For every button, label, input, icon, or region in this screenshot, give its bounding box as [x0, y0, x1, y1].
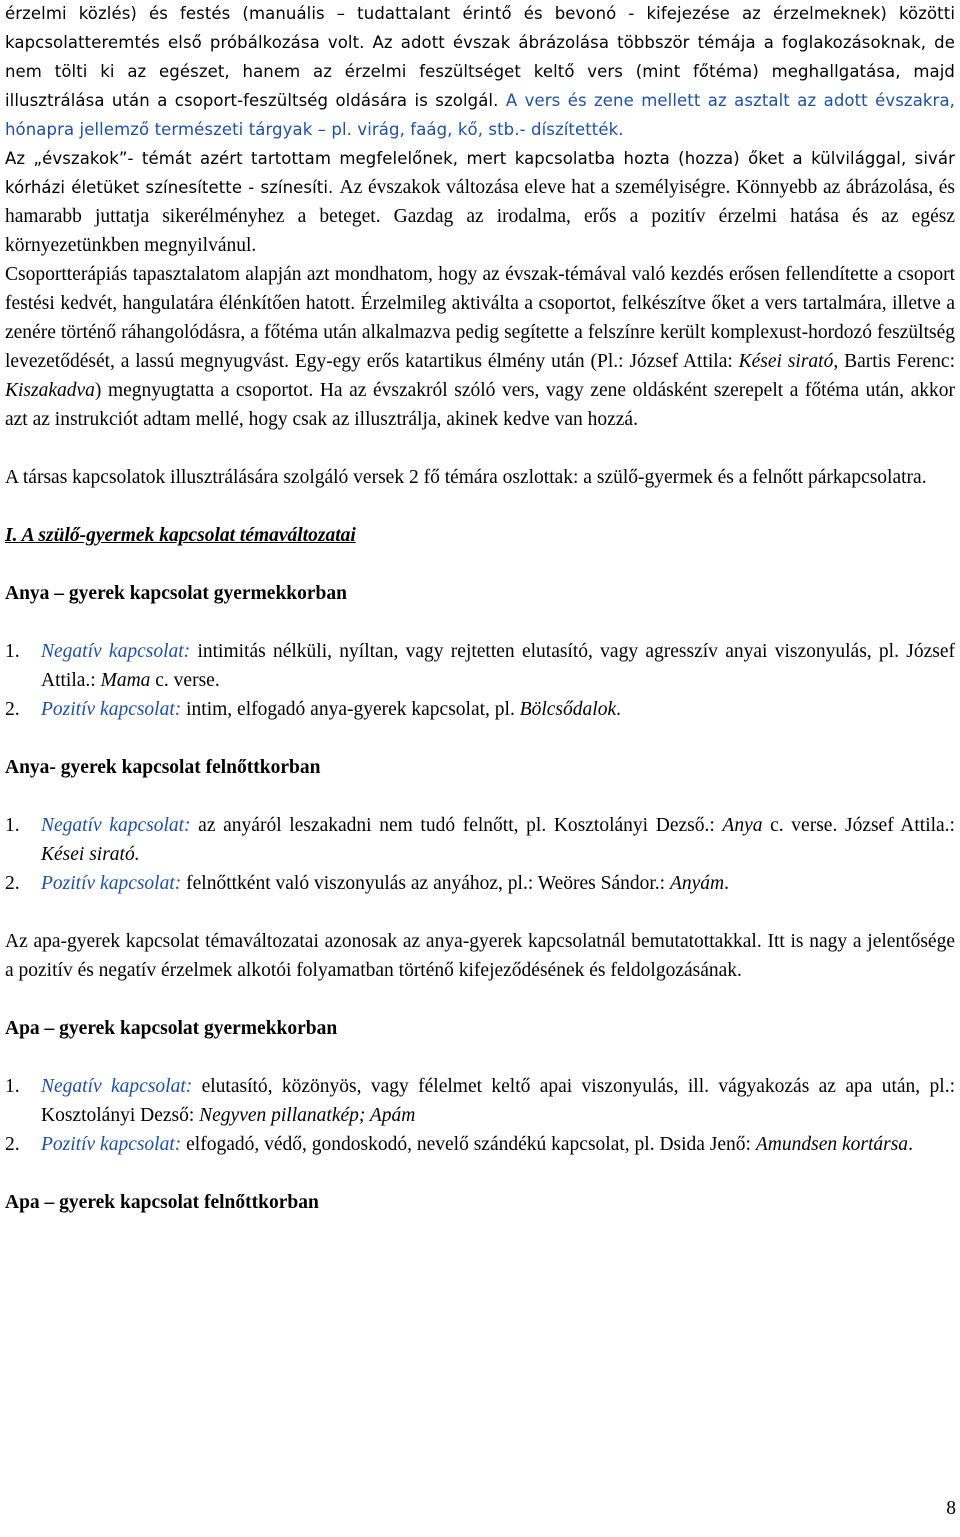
- text-run: Az évszakok változása eleve hat a személyiségre. Könnyebb az ábrázolása, és hamarabb juttatja sikerélményhez a beteget. Gazdag az irodalma, erős a pozitív érzelmi hatása és az egész környezetünkben megnyilvánul.: [5, 177, 955, 256]
- list-item-text: Pozitív kapcsolat:: [41, 873, 182, 894]
- list-item-number: 1.: [5, 641, 20, 662]
- list-item-text: Negatív kapcsolat:: [41, 815, 191, 836]
- father-intro-paragraph: Az apa-gyerek kapcsolat témaváltozatai azonosak az anya-gyerek kapcsolatnál bemutatottakkal. Itt is nagy a jelentősége a pozitív és negatív érzelmek alkotói folyamatban történő kifejeződésének és feldolgozásának.: [5, 931, 955, 981]
- text-run: érzelmi közlés) és festés (manuális – tudattalant érintő és bevonó - kifejezése az érzelmeknek) közötti kapcsolatteremtés első próbálkozása volt. Az adott évszak ábrázolása többször témája a foglakozásoknak, de nem tölti ki az egészet, hanem az érzelmi feszültséget keltő vers (mint főtéma) meghallgatása, majd illusztrálása után a csoport-feszültség oldására is szolgál.: [5, 4, 955, 110]
- intro-paragraph-1: [5, 0, 955, 144]
- list-item-number: 2.: [5, 699, 20, 720]
- list-item-number: 2.: [5, 873, 20, 894]
- list-item-text: Anya: [722, 815, 763, 836]
- intro-paragraph-4: A társas kapcsolatok illusztrálására szolgáló versek 2 fő témára oszlottak: a szülő-gyermek és a felnőtt párkapcsolatra.: [5, 467, 927, 488]
- section-title: I. A szülő-gyermek kapcsolat témaváltozatai: [5, 525, 356, 546]
- text-run: Kiszakadva: [5, 380, 95, 401]
- intro-paragraph-3: [5, 260, 955, 434]
- text-run: A vers és zene mellett az asztalt az adott évszakra, hónapra jellemző természeti tárgyak – pl. virág, faág, kő, stb.- díszítették.: [5, 91, 955, 139]
- list-item-text: Pozitív kapcsolat:: [41, 699, 182, 720]
- list-item-number: 1.: [5, 815, 20, 836]
- text-run: Az „évszakok”- témát azért tartottam megfelelőnek, mert kapcsolatba hozta (hozza) őket a külvilággal, sivár kórházi életüket színesítette - színesíti.: [5, 149, 955, 197]
- list-item-number: 2.: [5, 1134, 20, 1155]
- text-run: Kései sirató,: [738, 351, 839, 372]
- list-mother-child-adulthood: [5, 811, 955, 898]
- list-item-text: Anyám: [669, 873, 725, 894]
- list-item-text: Negatív kapcsolat:: [41, 641, 191, 662]
- heading-father-child-childhood: Apa – gyerek kapcsolat gyermekkorban: [5, 1018, 338, 1039]
- intro-paragraph-2: [5, 144, 955, 260]
- list-item-number: 1.: [5, 1076, 20, 1097]
- list-item: [5, 1072, 955, 1130]
- list-item-text: .: [616, 699, 621, 720]
- list-item-text: elutasító, közönyös, vagy félelmet keltő apai viszonyulás, ill. vágyakozás az apa után, pl.: Kosztolányi Dezső:: [41, 1076, 955, 1126]
- heading-father-child-adulthood: Apa – gyerek kapcsolat felnőttkorban: [5, 1192, 319, 1213]
- list-item-text: Negatív kapcsolat:: [41, 1076, 193, 1097]
- heading-mother-child-adulthood: Anya- gyerek kapcsolat felnőttkorban: [5, 757, 321, 778]
- list-item-text: intimitás nélküli, nyíltan, vagy rejtetten elutasító, vagy agresszív anyai viszonyulás, pl. József Attila.:: [41, 641, 955, 691]
- list-item: [5, 1130, 955, 1159]
- list-item-text: c. verse. József Attila.:: [762, 815, 955, 836]
- list-item-text: Pozitív kapcsolat:: [41, 1134, 182, 1155]
- list-item-text: az anyáról leszakadni nem tudó felnőtt, pl. Kosztolányi Dezső.:: [190, 815, 723, 836]
- list-mother-child-childhood: [5, 637, 955, 724]
- list-item: [5, 637, 955, 695]
- list-item: [5, 695, 955, 724]
- list-item-text: Negyven pillanatkép; Apám: [199, 1105, 416, 1126]
- list-item-text: Mama: [100, 670, 151, 691]
- list-item: [5, 811, 955, 869]
- list-item-text: Amundsen kortársa: [755, 1134, 909, 1155]
- list-item-text: intim, elfogadó anya-gyerek kapcsolat, pl.: [181, 699, 520, 720]
- list-item-text: felnőttként való viszonyulás az anyához, pl.: Weöres Sándor.:: [181, 873, 670, 894]
- text-run: ) megnyugtatta a csoportot. Ha az évszakról szóló vers, vagy zene oldásként szerepelt a főtéma után, akkor azt az instrukciót adtam mellé, hogy csak az illusztrálja, akinek kedve van hozzá.: [5, 380, 955, 430]
- text-run: Bartis Ferenc:: [838, 351, 955, 372]
- page-number: 8: [946, 1498, 956, 1519]
- text-run: Csoportterápiás tapasztalatom alapján azt mondhatom, hogy az évszak-témával való kezdés erősen fellendítette a csoport festési kedvét, hangulatára élénkítően hatott. Érzelmileg aktiválta a csoportot, felkészítve őket a vers tartalmára, illetve a zenére történő ráhangolódásra, a főtéma után alkalmazva pedig segítette a felszínre került komplexust-hordozó feszültség levezetődését, a lassú megnyugvást. Egy-egy erős katartikus élmény után (Pl.: József Attila:: [5, 264, 955, 372]
- list-item-text: c. verse.: [150, 670, 220, 691]
- list-item-text: .: [908, 1134, 913, 1155]
- list-item-text: elfogadó, védő, gondoskodó, nevelő szándékú kapcsolat, pl. Dsida Jenő:: [181, 1134, 756, 1155]
- list-item: [5, 869, 955, 898]
- list-item-text: Kései sirató.: [41, 844, 140, 865]
- list-item-text: .: [724, 873, 729, 894]
- document-page: [5, 0, 955, 1217]
- list-item-text: Bölcsődalok: [519, 699, 617, 720]
- list-father-child-childhood: [5, 1072, 955, 1159]
- heading-mother-child-childhood: Anya – gyerek kapcsolat gyermekkorban: [5, 583, 347, 604]
